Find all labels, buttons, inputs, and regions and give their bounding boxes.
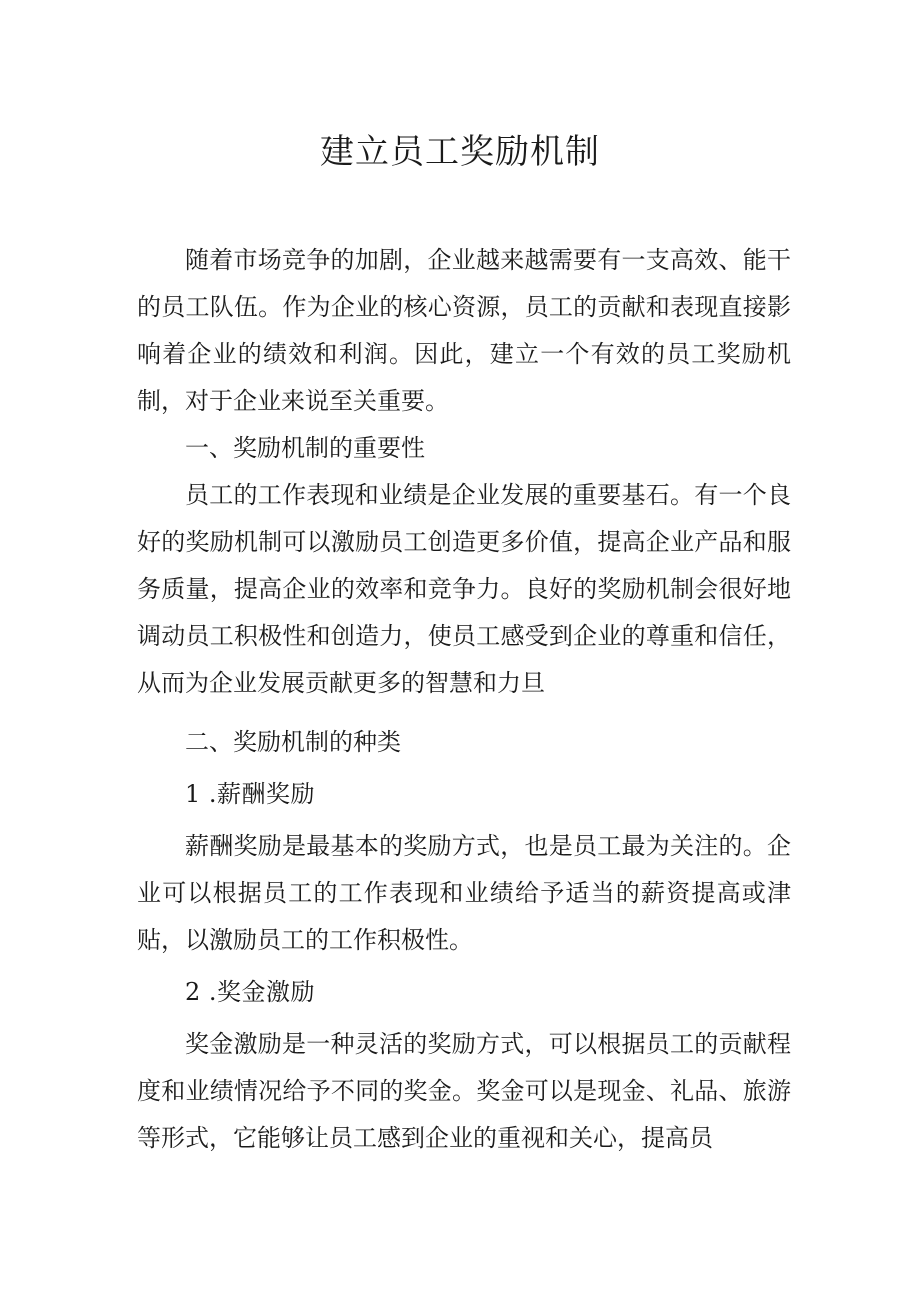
section-1-heading: 一、奖励机制的重要性	[185, 434, 425, 462]
section-1-paragraph: 员工的工作表现和业绩是企业发展的重要基石。有一个良好的奖励机制可以激励员工创造更多价值，提高企业产品和服务质量，提高企业的效率和竞争力。良好的奖励机制会很好地调动员工积极性和创造力，使员工感受到企业的尊重和信任，从而为企业发展贡献更多的智慧和力旦	[137, 481, 791, 697]
item-2-paragraph: 奖金激励是一种灵活的奖励方式，可以根据员工的贡献程度和业绩情况给予不同的奖金。奖金可以是现金、礼品、旅游等形式，它能够让员工感到企业的重视和关心，提高员	[137, 1030, 791, 1152]
document-title: 建立员工奖励机制	[320, 132, 600, 172]
item-1-paragraph: 薪酬奖励是最基本的奖励方式，也是员工最为关注的。企业可以根据员工的工作表现和业绩给予适当的薪资提高或津贴，以激励员工的工作积极性。	[137, 832, 791, 954]
item-1-heading: 1 .薪酬奖励	[185, 780, 316, 808]
item-2-heading: 2 .奖金激励	[185, 978, 316, 1006]
intro-paragraph: 随着市场竞争的加剧，企业越来越需要有一支高效、能干的员工队伍。作为企业的核心资源，员工的贡献和表现直接影响着企业的绩效和利润。因此，建立一个有效的员工奖励机制，对于企业来说至关重要。	[137, 246, 791, 415]
section-2-heading: 二、奖励机制的种类	[185, 728, 401, 756]
document-body	[137, 237, 791, 1162]
